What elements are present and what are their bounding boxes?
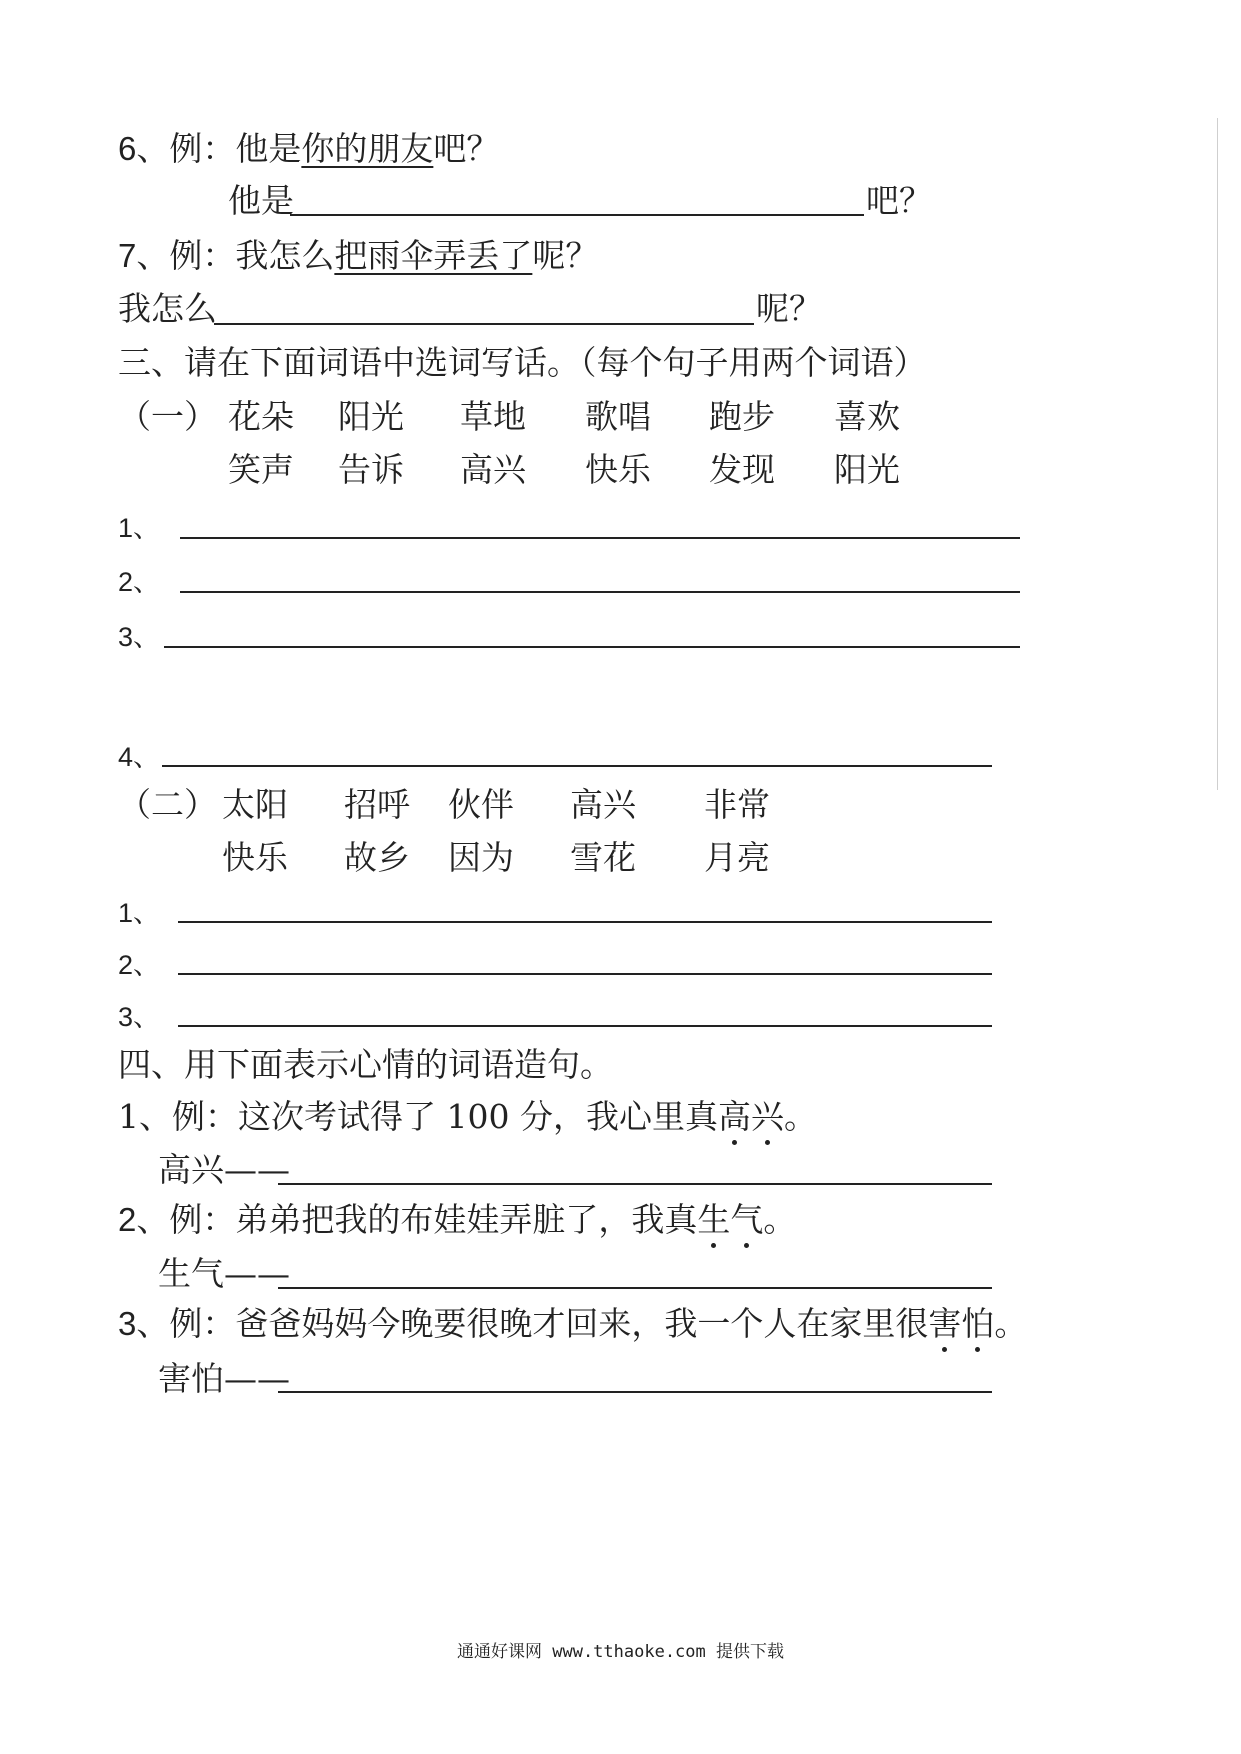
s4-item1-answer-line[interactable] [278,1183,992,1185]
group2-word: 故乡 [344,838,410,877]
q7-example [118,236,598,276]
q6-blank-suffix: 吧？ [866,181,932,220]
group2-word: 因为 [448,838,514,877]
group1-answer-line[interactable] [180,537,1020,539]
group2-line-number: 2、 [118,950,161,980]
group2-word: 雪花 [570,838,636,877]
s4-item-number: 3、 [118,1305,170,1342]
group2-word: 伙伴 [448,785,514,824]
group1-word: 花朵 [228,397,294,436]
group1-answer-line[interactable] [180,591,1020,593]
q7-label: 例： [169,236,236,275]
q6-underlined-phrase: 你的朋友 [301,129,434,168]
q6-blank-prefix: 他是 [228,181,294,220]
group1-word: 跑步 [709,397,775,436]
group2-word: 招呼 [344,785,410,824]
emphasis-char: 生 [697,1200,731,1239]
group2-label: （二） [118,785,217,824]
group1-answer-line[interactable] [162,765,992,767]
q7-blank-suffix: 呢？ [756,289,822,328]
s4-item-sentence: 弟弟把我的布娃娃弄脏了，我真 [235,1200,698,1239]
s4-item2-prompt: 生气—— [158,1254,290,1293]
s4-item3-example [118,1304,1027,1344]
group2-word: 非常 [704,785,770,824]
q6-number: 6、 [118,130,170,167]
emphasis-char: 兴 [750,1097,784,1136]
group2-word: 太阳 [222,785,288,824]
group1-line-number: 3、 [118,622,161,652]
s4-item-sentence: 这次考试得了 100 分，我心里真 [238,1097,718,1136]
group1-line-number: 2、 [118,567,161,597]
q7-number: 7、 [118,237,170,274]
q7-answer-line[interactable] [214,323,754,325]
emphasis-char: 害 [928,1304,962,1343]
group2-line-number: 3、 [118,1002,161,1032]
q7-suffix: 呢？ [532,236,599,275]
q7-prefix: 我怎么 [235,236,335,275]
s4-item-sentence: 爸爸妈妈今晚要很晚才回来，我一个人在家里很 [235,1304,929,1343]
s4-item-number: 1、 [118,1097,172,1136]
group1-word: 歌唱 [585,397,651,436]
s4-item1-example [118,1097,817,1137]
s4-item2-example [118,1200,796,1240]
s4-item3-answer-line[interactable] [278,1391,992,1393]
group1-word: 告诉 [338,450,404,489]
s4-item-sentence-end: 。 [994,1304,1028,1343]
s4-item-label: 例： [169,1200,236,1239]
q6-example [118,129,499,169]
section4-title: 四、用下面表示心情的词语造句。 [118,1045,613,1084]
footer-credit: 通通好课网 www.tthaoke.com 提供下载 [457,1642,784,1662]
group2-answer-line[interactable] [178,921,992,923]
group1-line-number: 4、 [118,742,161,772]
group1-line-number: 1、 [118,513,161,543]
s4-item3-prompt: 害怕—— [158,1359,290,1398]
s4-item-sentence-end: 。 [783,1097,817,1136]
group1-word: 草地 [460,397,526,436]
q6-answer-line[interactable] [290,214,864,216]
group2-word: 高兴 [570,785,636,824]
q7-underlined-phrase: 把雨伞弄丢了 [334,236,533,275]
group1-word: 笑声 [228,450,294,489]
group1-word: 阳光 [834,450,900,489]
group1-answer-line[interactable] [164,646,1020,648]
q6-prefix: 他是 [235,129,302,168]
group2-line-number: 1、 [118,898,161,928]
s4-item-sentence-end: 。 [763,1200,797,1239]
group1-word: 阳光 [338,397,404,436]
s4-item2-answer-line[interactable] [278,1287,992,1289]
emphasis-char: 怕 [961,1304,995,1343]
group1-label: （一） [118,397,217,436]
group1-word: 发现 [709,450,775,489]
group1-word: 高兴 [460,450,526,489]
q6-label: 例： [169,129,236,168]
group1-word: 喜欢 [834,397,900,436]
group2-answer-line[interactable] [178,1025,992,1027]
q6-suffix: 吧？ [433,129,500,168]
s4-item1-prompt: 高兴—— [158,1150,290,1189]
group2-answer-line[interactable] [178,973,992,975]
s4-item-label: 例： [172,1097,238,1136]
emphasis-char: 高 [717,1097,751,1136]
page-edge-divider [1217,118,1218,790]
group1-word: 快乐 [585,450,651,489]
emphasis-char: 气 [730,1200,764,1239]
group2-word: 快乐 [222,838,288,877]
s4-item-number: 2、 [118,1201,170,1238]
s4-item-label: 例： [169,1304,236,1343]
section3-title: 三、请在下面词语中选词写话。（每个句子用两个词语） [118,343,927,382]
group2-word: 月亮 [704,838,770,877]
q7-blank-prefix: 我怎么 [118,289,217,328]
